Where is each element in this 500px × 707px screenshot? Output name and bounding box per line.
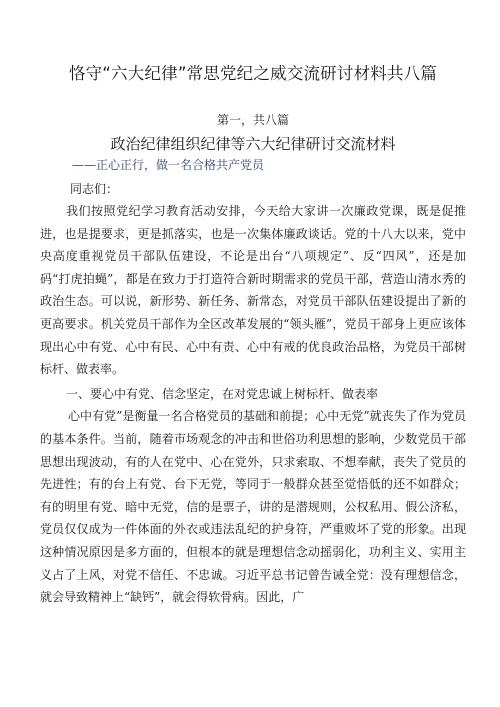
section-subtitle: ——正心正行，做一名合格共产党员	[72, 158, 265, 172]
document-title: 恪守“六大纪律”常思党纪之威交流研讨材料共八篇	[68, 64, 438, 83]
section-heading-1: 一、要心中有党、信念坚定，在对党忠诚上树标杆、做表率	[66, 386, 379, 401]
salutation: 同志们：	[70, 182, 119, 196]
body-paragraph-1: 我们按照党纪学习教育活动安排，今天给大家讲一次廉政党课，既是促推进，也是提要求，更是抓落实，也是一次集体廉政谈话。党的十八大以来，党中央高度重视党员干部队伍建设，不论是出台“八项规定”、反“四风”，还是加码“打虎拍蝇”，都是在致力于打造符合新时期需求的党员干部，营造山清水秀的政治生态。可以说，新形势、新任务、新常态，对党员干部队伍建设提出了新的更高要求。机关党员干部作为全区改革发展的“领头雁”，党员干部身上更应该体现出心中有党、心中有民、心中有责、心中有戒的优良政治品格，为党员干部树标杆、做表率。	[40, 204, 466, 377]
part-label: 第一，共八篇	[216, 113, 289, 127]
section-title: 政治纪律组织纪律等六大纪律研讨交流材料	[110, 135, 396, 153]
body-paragraph-2: 心中有党”是衡量一名合格党员的基础和前提；心中无党”就丧失了作为党员的基本条件。当前，随着市场观念的冲击和世俗功利思想的影响，少数党员干部思想出现波动，有的人在党中、心在党外，只求索取、不想奉献，丧失了党员的先进性；有的台上有党、台下无党，等同于一般群众甚至觉悟低的还不如群众；有的明里有党、暗中无党，信的是票子，讲的是潜规则，公权私用、假公济私，党员仅仅成为一件体面的外衣或违法乱纪的护身符，严重败坏了党的形象。出现这种情况原因是多方面的，但根本的就是理想信念动摇弱化，功利主义、实用主义占了上风，对党不信任、不忠诚。习近平总书记曾告诫全党：没有理想信念，就会导致精神上“缺钙”，就会得软骨病。因此，广	[40, 409, 466, 605]
